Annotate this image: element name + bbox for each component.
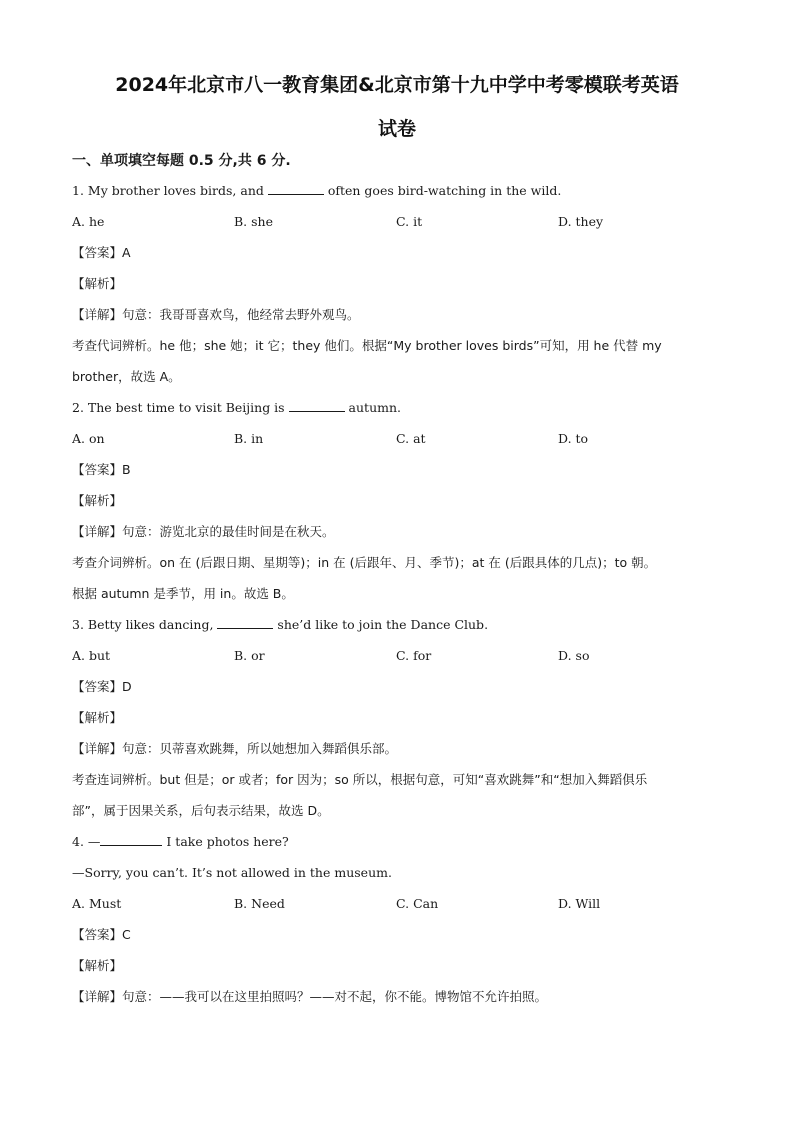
question-2-options [72, 429, 722, 460]
question-4-stem [72, 832, 722, 863]
question-1-stem [72, 181, 722, 212]
option-c: C. at [396, 431, 426, 446]
question-2-stem-after: autumn. [344, 400, 402, 415]
document-title-line1: 2024年北京市八一教育集团&北京市第十九中学中考零模联考英语 [115, 74, 679, 96]
question-3-answer: 【答案】D [72, 679, 132, 694]
option-a: A. he [72, 214, 105, 229]
option-d: D. they [558, 214, 604, 229]
section-heading: 一、单项填空每题 0.5 分,共 6 分. [72, 153, 291, 169]
answer-blank [100, 832, 162, 846]
option-d: D. to [558, 431, 589, 446]
question-1-explain-2: brother，故选 A。 [72, 369, 181, 384]
question-4-detail: 【详解】句意：——我可以在这里拍照吗？——对不起，你不能。博物馆不允许拍照。 [72, 989, 548, 1004]
question-1-options [72, 212, 722, 243]
question-2-analysis: 【解析】 [72, 493, 123, 508]
question-4-answer: 【答案】C [72, 927, 131, 942]
question-3-stem-after: she’d like to join the Dance Club. [273, 617, 489, 632]
question-1-stem-before: 1. My brother loves birds, and [72, 183, 268, 198]
question-4-options [72, 894, 722, 925]
answer-blank [268, 181, 324, 195]
option-b: B. Need [234, 896, 285, 911]
question-2-stem [72, 398, 722, 429]
question-3-explain-1: 考查连词辨析。but 但是；or 或者；for 因为；so 所以，根据句意，可知“喜欢跳舞”和“想加入舞蹈俱乐 [72, 772, 648, 787]
question-1-analysis: 【解析】 [72, 276, 123, 291]
question-4-analysis: 【解析】 [72, 958, 123, 973]
option-b: B. in [234, 431, 264, 446]
question-3-stem-before: 3. Betty likes dancing, [72, 617, 218, 632]
option-a: A. Must [72, 896, 122, 911]
question-2-explain-1: 考查介词辨析。on 在 (后跟日期、星期等)；in 在 (后跟年、月、季节)；at 在 (后跟具体的几点)；to 朝。 [72, 555, 657, 570]
question-3-options [72, 646, 722, 677]
question-3-stem [72, 615, 722, 646]
option-c: C. it [396, 214, 423, 229]
option-c: C. Can [396, 896, 439, 911]
option-c: C. for [396, 648, 432, 663]
option-a: A. on [72, 431, 105, 446]
option-d: D. so [558, 648, 590, 663]
option-a: A. but [72, 648, 111, 663]
question-4-stem-after: I take photos here? [162, 834, 289, 849]
question-2-explain-2: 根据 autumn 是季节，用 in。故选 B。 [72, 586, 294, 601]
answer-blank [217, 615, 273, 629]
option-b: B. she [234, 214, 273, 229]
option-b: B. or [234, 648, 265, 663]
question-1-explain-1: 考查代词辨析。he 他；she 她；it 它；they 他们。根据“My brother loves birds”可知，用 he 代替 my [72, 338, 662, 353]
question-2-stem-before: 2. The best time to visit Beijing is [72, 400, 289, 415]
answer-blank [289, 398, 345, 412]
question-1-detail: 【详解】句意：我哥哥喜欢鸟，他经常去野外观鸟。 [72, 307, 360, 322]
option-d: D. Will [558, 896, 601, 911]
question-3-detail: 【详解】句意：贝蒂喜欢跳舞，所以她想加入舞蹈俱乐部。 [72, 741, 398, 756]
question-3-explain-2: 部”，属于因果关系，后句表示结果，故选 D。 [72, 803, 330, 818]
question-4-reply: —Sorry, you can’t. It’s not allowed in the museum. [72, 865, 392, 880]
question-4-stem-before: 4. — [72, 834, 101, 849]
questions-list [72, 181, 722, 1018]
question-2-answer: 【答案】B [72, 462, 131, 477]
question-1-stem-after: often goes bird-watching in the wild. [323, 183, 562, 198]
question-2-detail: 【详解】句意：游览北京的最佳时间是在秋天。 [72, 524, 335, 539]
document-title-line2: 试卷 [377, 118, 416, 140]
question-3-analysis: 【解析】 [72, 710, 123, 725]
question-1-answer: 【答案】A [72, 245, 131, 260]
